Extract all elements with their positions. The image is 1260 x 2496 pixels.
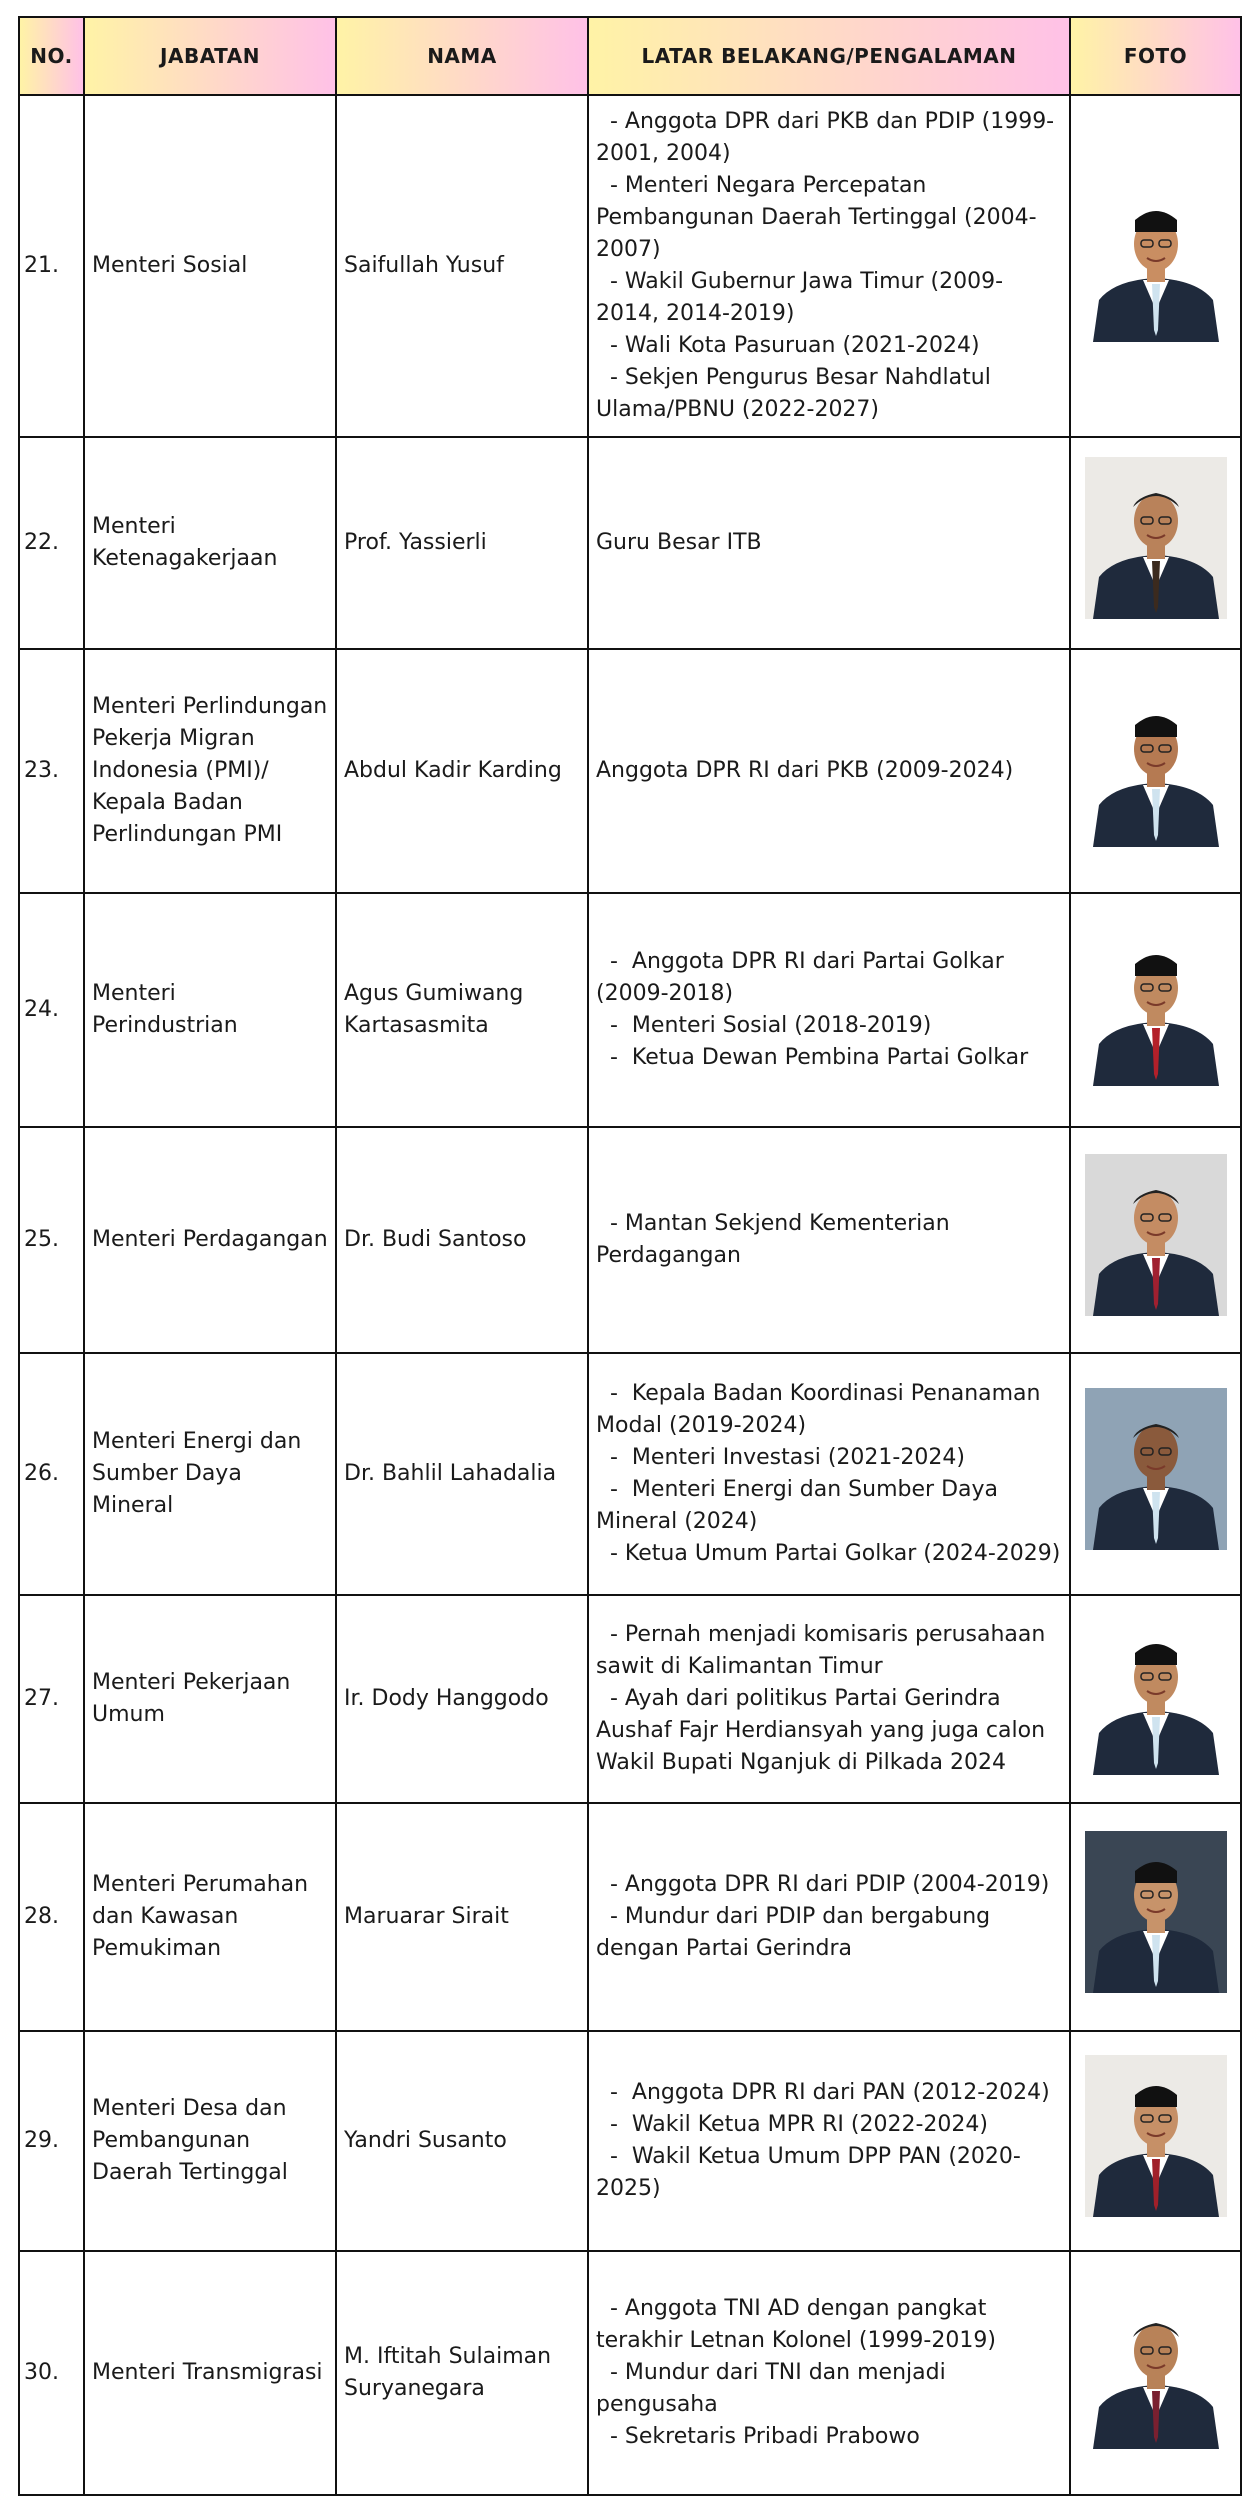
minister-photo [1085, 457, 1227, 619]
latar-cell [588, 95, 1070, 437]
table-row [19, 1595, 1241, 1803]
latar-line: - Wali Kota Pasuruan (2021-2024) [596, 333, 980, 358]
latar-line: - Menteri Sosial (2018-2019) [596, 1013, 932, 1038]
portrait-illustration [1085, 457, 1227, 619]
table-row [19, 2251, 1241, 2495]
portrait-illustration [1085, 1388, 1227, 1550]
row-number: 28. [19, 1803, 84, 2031]
jabatan-cell: Menteri Perumahan dan Kawasan Pemukiman [84, 1803, 336, 2031]
nama-cell: Dr. Bahlil Lahadalia [336, 1353, 588, 1595]
latar-line: - Sekjen Pengurus Besar Nahdlatul Ulama/PBNU (2022-2027) [596, 365, 998, 422]
portrait-illustration [1085, 924, 1227, 1086]
portrait-illustration [1085, 685, 1227, 847]
nama-cell: Yandri Susanto [336, 2031, 588, 2251]
latar-line: - Ketua Dewan Pembina Partai Golkar [596, 1045, 1029, 1070]
latar-line: - Anggota DPR dari PKB dan PDIP (1999-2001, 2004) [596, 109, 1055, 166]
latar-cell [588, 1127, 1070, 1353]
latar-cell [588, 649, 1070, 893]
jabatan-cell: Menteri Energi dan Sumber Daya Mineral [84, 1353, 336, 1595]
latar-line: - Anggota TNI AD dengan pangkat terakhir Letnan Kolonel (1999-2019) [596, 2296, 996, 2353]
header-no: NO. [19, 17, 84, 95]
table-row [19, 649, 1241, 893]
latar-cell [588, 1353, 1070, 1595]
latar-line: - Mundur dari PDIP dan bergabung dengan Partai Gerindra [596, 1904, 998, 1961]
portrait-illustration [1085, 1154, 1227, 1316]
nama-cell: Saifullah Yusuf [336, 95, 588, 437]
portrait-illustration [1085, 1831, 1227, 1993]
portrait-illustration [1085, 2055, 1227, 2217]
row-number: 26. [19, 1353, 84, 1595]
foto-cell [1070, 2031, 1241, 2251]
latar-cell [588, 893, 1070, 1127]
foto-cell [1070, 1803, 1241, 2031]
nama-cell: Ir. Dody Hanggodo [336, 1595, 588, 1803]
jabatan-cell: Menteri Perlindungan Pekerja Migran Indonesia (PMI)/ Kepala Badan Perlindungan PMI [84, 649, 336, 893]
latar-line: - Anggota DPR RI dari PDIP (2004-2019) [596, 1872, 1050, 1897]
jabatan-cell: Menteri Transmigrasi [84, 2251, 336, 2495]
ministers-table [18, 16, 1242, 2496]
row-number: 21. [19, 95, 84, 437]
latar-cell [588, 437, 1070, 649]
jabatan-cell: Menteri Pekerjaan Umum [84, 1595, 336, 1803]
latar-line: - Anggota DPR RI dari Partai Golkar (2009-2018) [596, 949, 1011, 1006]
table-row [19, 437, 1241, 649]
row-number: 23. [19, 649, 84, 893]
latar-line: - Menteri Investasi (2021-2024) [596, 1445, 965, 1470]
minister-photo [1085, 180, 1227, 342]
nama-cell: Agus Gumiwang Kartasasmita [336, 893, 588, 1127]
latar-line: - Pernah menjadi komisaris perusahaan sawit di Kalimantan Timur [596, 1622, 1053, 1679]
table-row [19, 893, 1241, 1127]
table-row [19, 95, 1241, 437]
header-latar: LATAR BELAKANG/PENGALAMAN [588, 17, 1070, 95]
portrait-illustration [1085, 2287, 1227, 2449]
foto-cell [1070, 1353, 1241, 1595]
foto-cell [1070, 1127, 1241, 1353]
nama-cell: M. Iftitah Sulaiman Suryanegara [336, 2251, 588, 2495]
foto-cell [1070, 1595, 1241, 1803]
latar-line: - Wakil Gubernur Jawa Timur (2009-2014, 2014-2019) [596, 269, 1004, 326]
portrait-illustration [1085, 1613, 1227, 1775]
latar-line: - Mantan Sekjend Kementerian Perdagangan [596, 1211, 957, 1268]
minister-photo [1085, 685, 1227, 847]
header-foto: FOTO [1070, 17, 1241, 95]
row-number: 22. [19, 437, 84, 649]
nama-cell: Dr. Budi Santoso [336, 1127, 588, 1353]
latar-line: - Ayah dari politikus Partai Gerindra Aushaf Fajr Herdiansyah yang juga calon Wakil Bupati Nganjuk di Pilkada 2024 [596, 1686, 1053, 1775]
latar-cell [588, 1595, 1070, 1803]
latar-line: - Wakil Ketua Umum DPP PAN (2020-2025) [596, 2144, 1021, 2201]
latar-line: - Mundur dari TNI dan menjadi pengusaha [596, 2360, 953, 2417]
table-row [19, 1803, 1241, 2031]
latar-line: - Ketua Umum Partai Golkar (2024-2029) [596, 1541, 1061, 1566]
latar-line: - Menteri Energi dan Sumber Daya Mineral (2024) [596, 1477, 1005, 1534]
minister-photo [1085, 1154, 1227, 1316]
jabatan-cell: Menteri Sosial [84, 95, 336, 437]
row-number: 27. [19, 1595, 84, 1803]
latar-line: - Sekretaris Pribadi Prabowo [596, 2424, 920, 2449]
minister-photo [1085, 1388, 1227, 1550]
latar-line: Anggota DPR RI dari PKB (2009-2024) [596, 758, 1014, 783]
latar-cell [588, 2031, 1070, 2251]
nama-cell: Prof. Yassierli [336, 437, 588, 649]
header-jabatan: JABATAN [84, 17, 336, 95]
portrait-illustration [1085, 180, 1227, 342]
latar-line: - Menteri Negara Percepatan Pembangunan Daerah Tertinggal (2004-2007) [596, 173, 1037, 262]
latar-line: Guru Besar ITB [596, 530, 762, 555]
row-number: 30. [19, 2251, 84, 2495]
header-row [19, 17, 1241, 95]
jabatan-cell: Menteri Perdagangan [84, 1127, 336, 1353]
minister-photo [1085, 2287, 1227, 2449]
minister-photo [1085, 1613, 1227, 1775]
minister-photo [1085, 1831, 1227, 1993]
latar-line: - Kepala Badan Koordinasi Penanaman Modal (2019-2024) [596, 1381, 1048, 1438]
minister-photo [1085, 2055, 1227, 2217]
nama-cell: Maruarar Sirait [336, 1803, 588, 2031]
row-number: 24. [19, 893, 84, 1127]
jabatan-cell: Menteri Desa dan Pembangunan Daerah Tertinggal [84, 2031, 336, 2251]
table-row [19, 2031, 1241, 2251]
latar-cell [588, 1803, 1070, 2031]
latar-line: - Wakil Ketua MPR RI (2022-2024) [596, 2112, 988, 2137]
row-number: 25. [19, 1127, 84, 1353]
header-nama: NAMA [336, 17, 588, 95]
jabatan-cell: Menteri Perindustrian [84, 893, 336, 1127]
foto-cell [1070, 649, 1241, 893]
table-row [19, 1127, 1241, 1353]
latar-cell [588, 2251, 1070, 2495]
foto-cell [1070, 437, 1241, 649]
foto-cell [1070, 2251, 1241, 2495]
foto-cell [1070, 893, 1241, 1127]
latar-line: - Anggota DPR RI dari PAN (2012-2024) [596, 2080, 1050, 2105]
nama-cell: Abdul Kadir Karding [336, 649, 588, 893]
table-row [19, 1353, 1241, 1595]
row-number: 29. [19, 2031, 84, 2251]
foto-cell [1070, 95, 1241, 437]
minister-photo [1085, 924, 1227, 1086]
jabatan-cell: Menteri Ketenagakerjaan [84, 437, 336, 649]
